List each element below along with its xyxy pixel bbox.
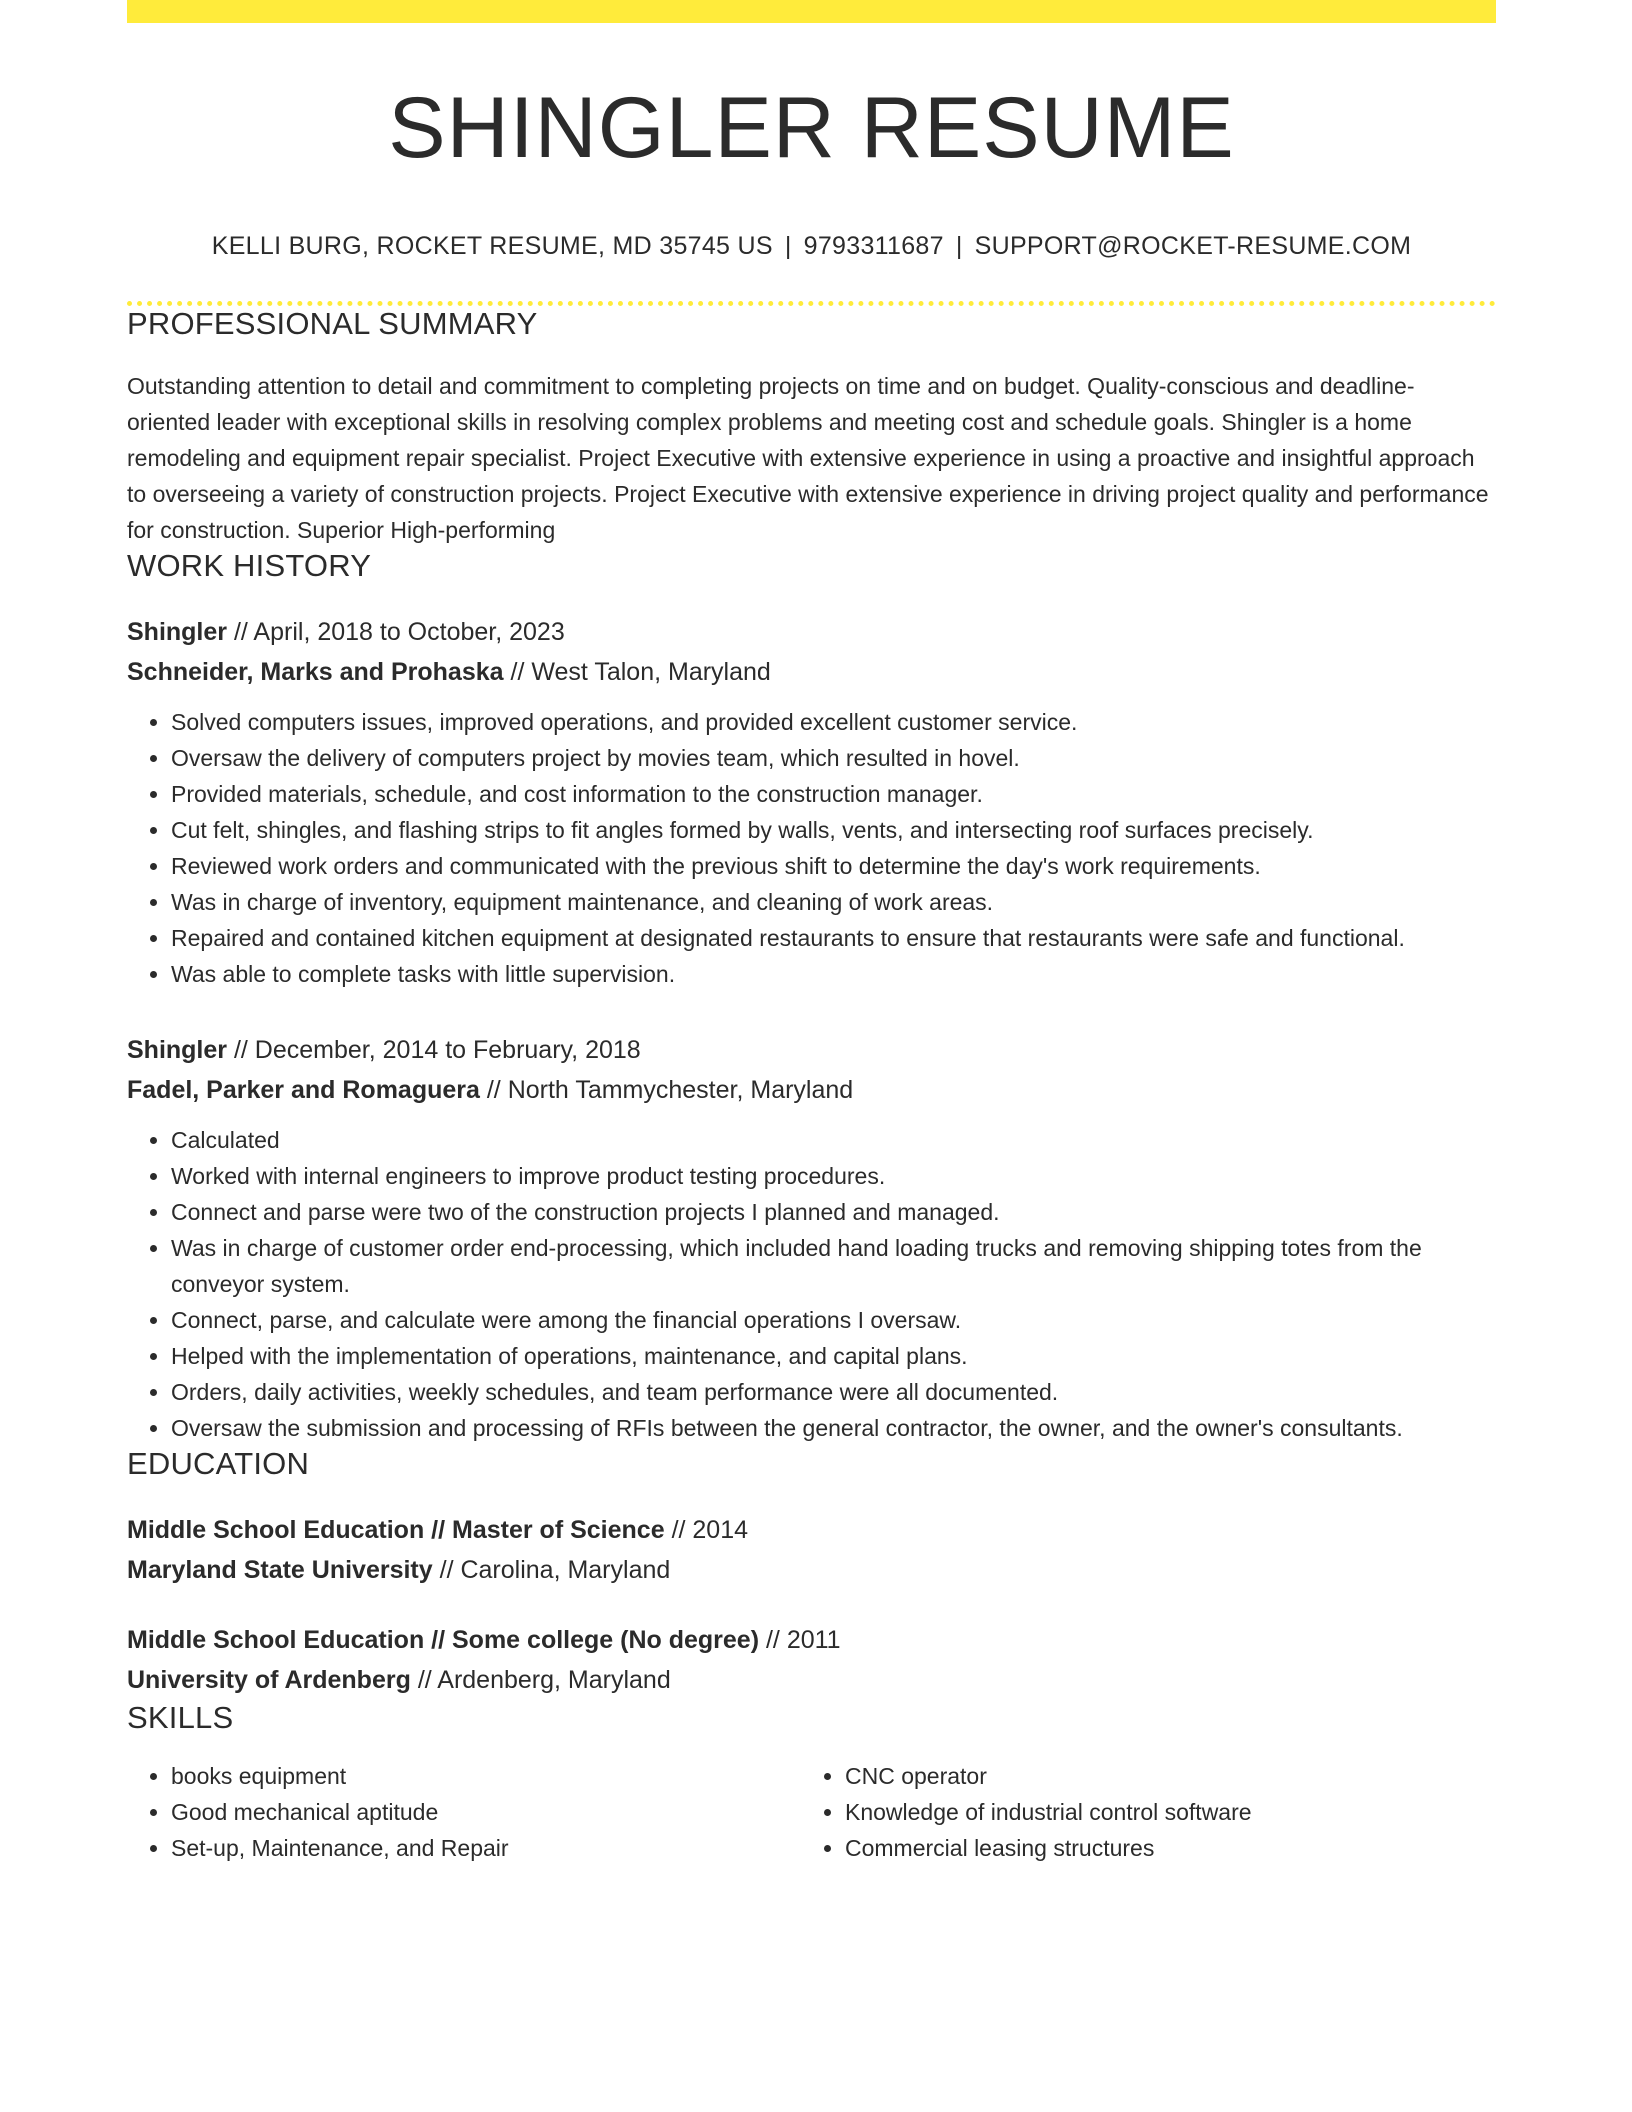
job-title-line <box>127 612 1496 652</box>
job-bullet-list <box>127 704 1496 992</box>
skills-grid <box>127 1758 1496 1866</box>
job-bullet: • Worked with internal engineers to improve product testing procedures. <box>171 1158 1496 1194</box>
education-school-line <box>127 1660 1496 1700</box>
job-bullet: • Solved computers issues, improved operations, and provided excellent customer service. <box>171 704 1496 740</box>
job-location: // West Talon, Maryland <box>510 658 771 686</box>
contact-separator: | <box>955 232 963 260</box>
contact-phone[interactable]: 9793311687 <box>803 232 944 260</box>
education-location: // Carolina, Maryland <box>439 1556 671 1584</box>
education-school: University of Ardenberg <box>127 1666 411 1694</box>
education-heading: EDUCATION <box>127 1446 310 1481</box>
job-bullet: • Helped with the implementation of operations, maintenance, and capital plans. <box>171 1338 1496 1374</box>
contact-separator: | <box>784 232 792 260</box>
job-title-line <box>127 1030 1496 1070</box>
education-entry <box>127 1620 1496 1700</box>
job-bullet: • Was in charge of customer order end-processing, which included hand loading trucks and removing shipping totes from the conveyor system. <box>171 1230 1496 1302</box>
skill-item: • Good mechanical aptitude <box>171 1794 801 1830</box>
education-entry <box>127 1510 1496 1590</box>
summary-text: Outstanding attention to detail and commitment to completing projects on time and on budget. Quality-conscious and deadline-oriented leader with exceptional skills in resolving complex problems and meeting cost and schedule goals. Shingler is a home remodeling and equipment repair specialist. Project Executive with extensive experience in using a proactive and insightful approach to overseeing a variety of construction projects. Project Executive with extensive experience in driving project quality and performance for construction. Superior High-performing <box>127 373 1489 543</box>
education-year: // 2011 <box>765 1626 841 1654</box>
job-company: Fadel, Parker and Romaguera <box>127 1076 480 1104</box>
job-bullet: • Oversaw the submission and processing of RFIs between the general contractor, the owner, and the owner's consultants. <box>171 1410 1496 1446</box>
skills-column-right <box>801 1758 1475 1866</box>
job-bullet: • Reviewed work orders and communicated with the previous shift to determine the day's work requirements. <box>171 848 1496 884</box>
job-position: Shingler <box>127 618 228 646</box>
job-bullet: • Connect and parse were two of the construction projects I planned and managed. <box>171 1194 1496 1230</box>
job-bullet: • Oversaw the delivery of computers project by movies team, which resulted in hovel. <box>171 740 1496 776</box>
job-entry <box>127 612 1496 992</box>
education-year: // 2014 <box>671 1516 749 1544</box>
contact-line <box>127 232 1496 261</box>
skill-item: • books equipment <box>171 1758 801 1794</box>
job-bullet: • Provided materials, schedule, and cost information to the construction manager. <box>171 776 1496 812</box>
job-bullet: • Repaired and contained kitchen equipment at designated restaurants to ensure that restaurants were safe and functional. <box>171 920 1496 956</box>
education-degree: Middle School Education // Master of Science <box>127 1516 665 1544</box>
skills-column-left <box>127 1758 801 1866</box>
education-location: // Ardenberg, Maryland <box>417 1666 671 1694</box>
job-position: Shingler <box>127 1036 228 1064</box>
skills-heading: SKILLS <box>127 1700 234 1735</box>
job-bullet: • Cut felt, shingles, and flashing strips to fit angles formed by walls, vents, and intersecting roof surfaces precisely. <box>171 812 1496 848</box>
resume-name: SHINGLER RESUME <box>388 80 1235 176</box>
job-company-line <box>127 652 1496 692</box>
top-accent-bar <box>127 0 1496 23</box>
summary-heading: PROFESSIONAL SUMMARY <box>127 306 538 341</box>
resume-page <box>127 0 1496 1866</box>
job-company: Schneider, Marks and Prohaska <box>127 658 504 686</box>
education-degree: Middle School Education // Some college (No degree) <box>127 1626 760 1654</box>
job-bullet: • Calculated <box>171 1122 1496 1158</box>
job-dates: // December, 2014 to February, 2018 <box>233 1036 641 1064</box>
skill-item: • CNC operator <box>845 1758 1475 1794</box>
work-history-heading: WORK HISTORY <box>127 548 372 583</box>
education-degree-line <box>127 1510 1496 1550</box>
contact-email[interactable]: SUPPORT@ROCKET-RESUME.COM <box>974 232 1412 260</box>
job-company-line <box>127 1070 1496 1110</box>
education-degree-line <box>127 1620 1496 1660</box>
job-bullet: • Was in charge of inventory, equipment maintenance, and cleaning of work areas. <box>171 884 1496 920</box>
skill-item: • Knowledge of industrial control software <box>845 1794 1475 1830</box>
job-bullet: • Connect, parse, and calculate were among the financial operations I oversaw. <box>171 1302 1496 1338</box>
education-school: Maryland State University <box>127 1556 433 1584</box>
job-bullet: • Orders, daily activities, weekly schedules, and team performance were all documented. <box>171 1374 1496 1410</box>
skill-item: • Set-up, Maintenance, and Repair <box>171 1830 801 1866</box>
skill-item: • Commercial leasing structures <box>845 1830 1475 1866</box>
job-dates: // April, 2018 to October, 2023 <box>233 618 565 646</box>
job-location: // North Tammychester, Maryland <box>486 1076 854 1104</box>
job-bullet: • Was able to complete tasks with little supervision. <box>171 956 1496 992</box>
contact-address: KELLI BURG, ROCKET RESUME, MD 35745 US <box>211 232 773 260</box>
education-school-line <box>127 1550 1496 1590</box>
job-bullet-list <box>127 1122 1496 1446</box>
job-entry <box>127 1030 1496 1446</box>
